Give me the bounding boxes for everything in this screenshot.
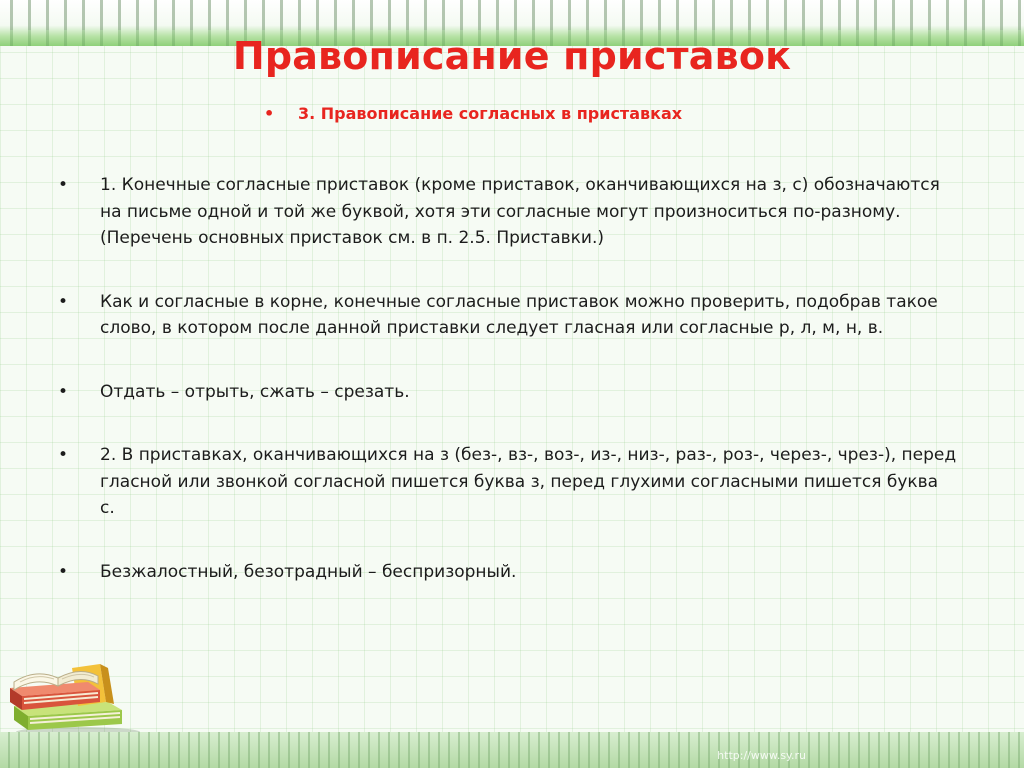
list-item	[58, 289, 958, 342]
bullet-list	[58, 172, 958, 622]
bullet-marker: •	[58, 291, 69, 312]
bottom-decorative-band	[0, 732, 1024, 768]
bullet-marker: •	[58, 381, 69, 402]
bullet-marker: •	[58, 175, 69, 195]
list-item-text: 1. Конечные согласные приставок (кроме приставок, оканчивающихся на з, с) обозначаются на письме одной и той же буквой, хотя эти согласные могут произноситься по-разному. (Перечень основных приставок см. в п. 2.5. Приставки.)	[100, 175, 940, 248]
watermark-text: http://www.sy.ru	[717, 749, 806, 762]
list-item	[58, 379, 958, 406]
bullet-marker: •	[58, 445, 69, 465]
list-item-text: Как и согласные в корне, конечные согласные приставок можно проверить, подобрав такое слово, в котором после данной приставки следует гласная или согласные р, л, м, н, в.	[100, 291, 938, 338]
subtitle-text: 3. Правописание согласных в приставках	[298, 104, 683, 123]
slide-title: Правописание приставок	[232, 34, 792, 78]
binder-rings-decoration	[0, 0, 1024, 30]
books-icon	[0, 648, 150, 738]
list-item	[58, 172, 958, 252]
list-item	[58, 442, 958, 522]
list-item	[58, 559, 958, 586]
bullet-marker: •	[58, 561, 69, 582]
list-item-text: Отдать – отрыть, сжать – срезать.	[100, 381, 410, 402]
list-item-text: 2. В приставках, оканчивающихся на з (без-, вз-, воз-, из-, низ-, раз-, роз-, через-, чрез-), перед гласной или звонкой согласной пишется буква з, перед глухими согласными пишется буква с.	[100, 445, 957, 518]
list-item-text: Безжалостный, безотрадный – беспризорный.	[100, 561, 517, 582]
subtitle-bullet: •	[264, 104, 275, 123]
slide-subtitle	[264, 104, 682, 123]
